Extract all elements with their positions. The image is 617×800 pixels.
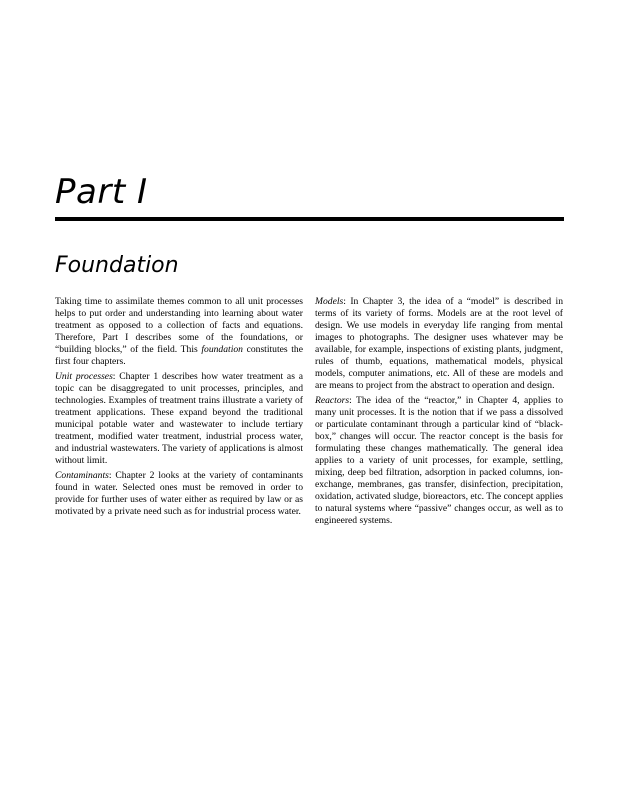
models-paragraph [315,296,563,392]
unit-processes-lead: Unit processes [55,370,113,382]
intro-paragraph-text: Taking time to assimilate themes common to all unit processes helps to put order and understanding into learning about water treatment as opposed to a collection of facts and equations. Therefore, Part I describes some of the foundations, or “building blocks,” of the field. This [55,296,303,356]
reactors-paragraph [315,395,563,528]
reactors-lead: Reactors [315,394,350,406]
models-text: : In Chapter 3, the idea of a “model” is described in terms of its variety of forms. Models are at the root level of design. We use models in everyday life ranging from mental images to photographs. The designer uses whatever may be available, for example, inspections of existing plants, judgment, rules of thumb, equations, mathematical models, physical models, computer animations, etc. All of these are models and are means to project from the abstract to operation and design. [315,296,563,392]
contaminants-paragraph [55,470,303,518]
foundation-emphasis: foundation [201,344,243,356]
unit-processes-text: : Chapter 1 describes how water treatment as a topic can be disaggregated to unit processes, principles, and technologies. Examples of treatment trains illustrate a variety of treatment applications. These expand beyond the traditional municipal potable water and wastewater to include tertiary treatment, modified water treatment, industrial process water, and industrial wastewaters. The variety of applications is almost without limit. [55,370,303,467]
reactors-text: : The idea of the “reactor,” in Chapter 4, applies to many unit processes. It is the notion that if we pass a dissolved or particulate contaminant through a particular kind of “black-box,” changes will occur. The reactor concept is the basis for formulating these changes mathematically. The general idea applies to a variety of unit processes, for example, settling, mixing, deep bed filtration, adsorption in packed columns, ion-exchange, membranes, gas transfer, disinfection, precipitation, oxidation, activated sludge, bioreactors, etc. The concept applies to natural systems where “passive” changes occur, as well as to engineered systems. [315,394,563,527]
part-title: Part I [55,172,148,212]
title-rule [55,217,564,221]
contaminants-lead: Contaminants [55,469,109,481]
intro-paragraph [55,296,303,368]
unit-processes-paragraph [55,371,303,467]
section-title: Foundation [55,253,179,278]
right-column [315,296,563,530]
contaminants-text: : Chapter 2 looks at the variety of contaminants found in water. Selected ones must be removed in order to provide for further uses of water either as required by law or as motivated by a private need such as for industrial process water. [55,469,303,517]
intro-paragraph-tail: constitutes the first four chapters. [55,344,303,368]
models-lead: Models [315,296,344,307]
left-column [55,296,303,521]
